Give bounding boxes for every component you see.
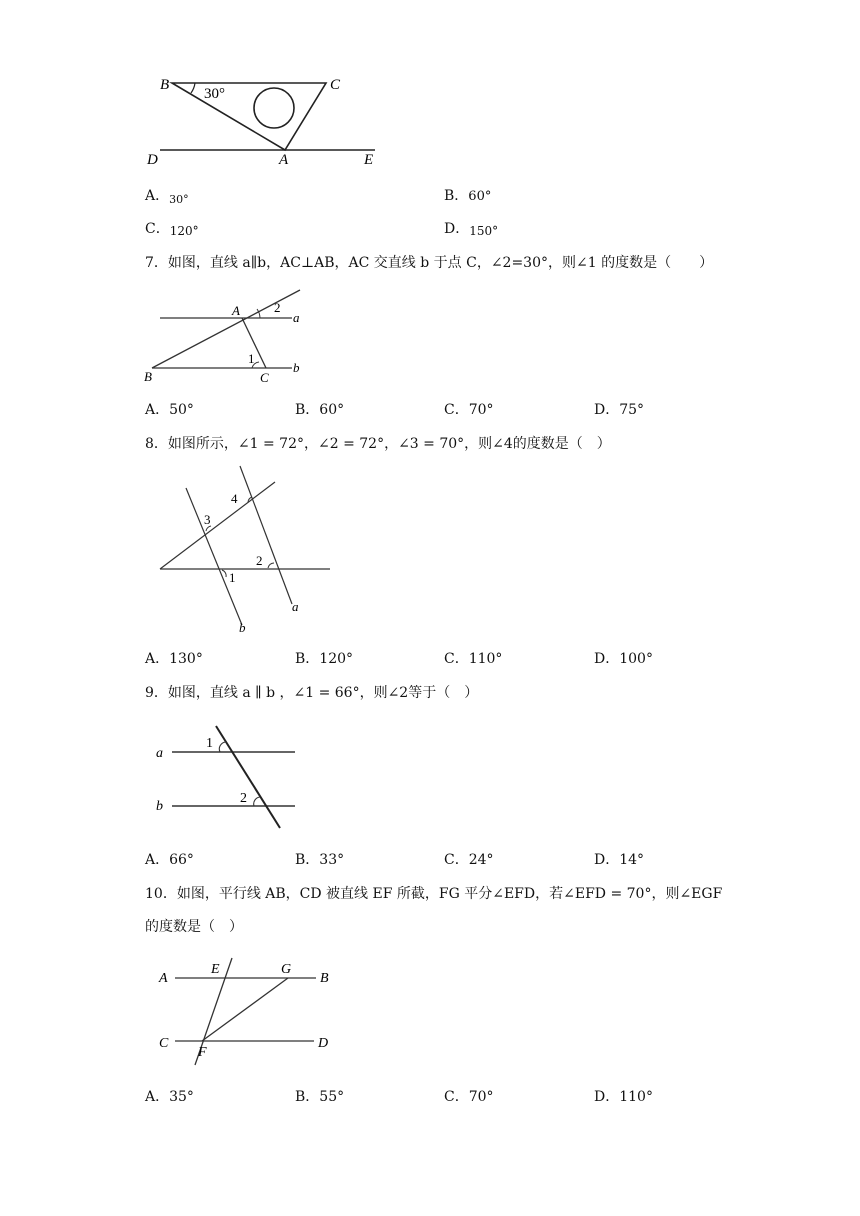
q8-option-d[interactable]: D．100° — [594, 651, 653, 667]
q6-angle-arc — [191, 83, 195, 93]
q6-triangle — [172, 83, 326, 150]
q9-transversal — [216, 726, 280, 828]
q8-figure — [150, 460, 340, 640]
q6-option-a-value: 30° — [169, 193, 189, 206]
q6-option-a-letter: A． — [145, 188, 170, 204]
q7-option-a[interactable]: A．50° — [145, 402, 194, 418]
q7-figure — [140, 285, 320, 390]
q7-option-d[interactable]: D．75° — [594, 402, 645, 418]
q10-label-f: F — [198, 1045, 207, 1060]
q9-label-2: 2 — [240, 791, 247, 806]
q7-label-a-line: a — [293, 310, 300, 325]
q10-label-b: B — [320, 971, 329, 986]
q7-label-c-point: C — [260, 370, 269, 385]
q10-label-d: D — [318, 1036, 329, 1051]
q6-label-a: A — [279, 152, 289, 168]
q9-label-b: b — [156, 799, 163, 814]
q9-angle-1-arc — [219, 742, 226, 752]
q8-label-4: 4 — [231, 491, 238, 506]
q7-label-b-line: b — [293, 360, 300, 375]
q8-label-b: b — [239, 620, 246, 635]
q9-angle-2-arc — [254, 797, 260, 806]
q9-label-a: a — [156, 746, 163, 761]
q6-option-b[interactable] — [444, 187, 491, 206]
q8-label-3: 3 — [204, 512, 211, 527]
q8-line-a — [240, 466, 292, 604]
q6-label-b: B — [160, 77, 170, 93]
q6-option-b-value: 60° — [468, 189, 492, 204]
q10-option-b[interactable]: B．55° — [295, 1089, 345, 1105]
q10-label-c: C — [159, 1036, 169, 1051]
q6-angle-label: 30° — [204, 86, 225, 102]
q10-line-fg — [202, 978, 288, 1041]
q10-label-e: E — [211, 962, 220, 977]
q6-option-a[interactable] — [145, 187, 189, 209]
q8-label-1: 1 — [229, 570, 236, 585]
q6-label-e: E — [364, 152, 374, 168]
q10-option-a[interactable]: A．35° — [145, 1089, 194, 1105]
q8-label-a: a — [292, 599, 299, 614]
q9-option-b[interactable]: B．33° — [295, 852, 345, 868]
q8-angle-1-arc — [222, 570, 226, 577]
q8-label-2: 2 — [256, 553, 263, 568]
q6-option-c-letter: C． — [145, 221, 170, 237]
q6-option-d[interactable] — [444, 220, 498, 240]
q10-stem-line1: 10．如图，平行线 AB，CD 被直线 EF 所截，FG 平分∠EFD，若∠EFD = 70°，则∠EGF — [145, 886, 723, 902]
q6-label-c: C — [330, 77, 341, 93]
q6-option-c[interactable] — [145, 220, 199, 240]
q7-option-c[interactable]: C．70° — [444, 402, 494, 418]
q10-option-d[interactable]: D．110° — [594, 1089, 653, 1105]
q6-option-d-value: 150° — [469, 224, 499, 238]
q7-label-1: 1 — [248, 351, 255, 366]
q10-option-c[interactable]: C．70° — [444, 1089, 494, 1105]
q6-option-c-value: 120° — [169, 224, 199, 238]
q7-label-a-point: A — [232, 303, 240, 318]
q6-option-b-letter: B． — [444, 188, 469, 204]
q6-figure — [140, 70, 390, 170]
q10-figure — [150, 955, 350, 1070]
q6-label-d: D — [147, 152, 158, 168]
q8-option-c[interactable]: C．110° — [444, 651, 503, 667]
q7-label-2: 2 — [274, 300, 281, 315]
q9-option-a[interactable]: A．66° — [145, 852, 194, 868]
q7-angle-2-arc — [257, 309, 260, 318]
q8-option-b[interactable]: B．120° — [295, 651, 354, 667]
q10-label-g: G — [281, 962, 292, 977]
q8-angle-2-arc — [268, 563, 274, 568]
q7-option-b[interactable]: B．60° — [295, 402, 345, 418]
q7-label-b-point: B — [144, 369, 152, 384]
q10-label-a: A — [159, 971, 168, 986]
q9-stem: 9．如图，直线 a ∥ b ，∠1 = 66°，则∠2等于（ ） — [145, 685, 479, 701]
q6-circle — [254, 88, 294, 128]
q9-option-c[interactable]: C．24° — [444, 852, 494, 868]
q8-option-a[interactable]: A．130° — [145, 651, 203, 667]
q10-stem-line2: 的度数是（ ） — [145, 919, 243, 935]
q9-option-d[interactable]: D．14° — [594, 852, 645, 868]
q8-line-b — [186, 488, 242, 625]
q9-figure — [150, 720, 310, 835]
q8-stem: 8．如图所示，∠1 = 72°，∠2 = 72°，∠3 = 70°，则∠4的度数是（ ） — [145, 436, 611, 452]
q6-option-d-letter: D． — [444, 221, 470, 237]
q7-stem: 7．如图，直线 a∥b，AC⊥AB，AC 交直线 b 于点 C，∠2=30°，则∠1 的度数是（ ） — [145, 255, 714, 271]
q9-label-1: 1 — [206, 736, 213, 751]
